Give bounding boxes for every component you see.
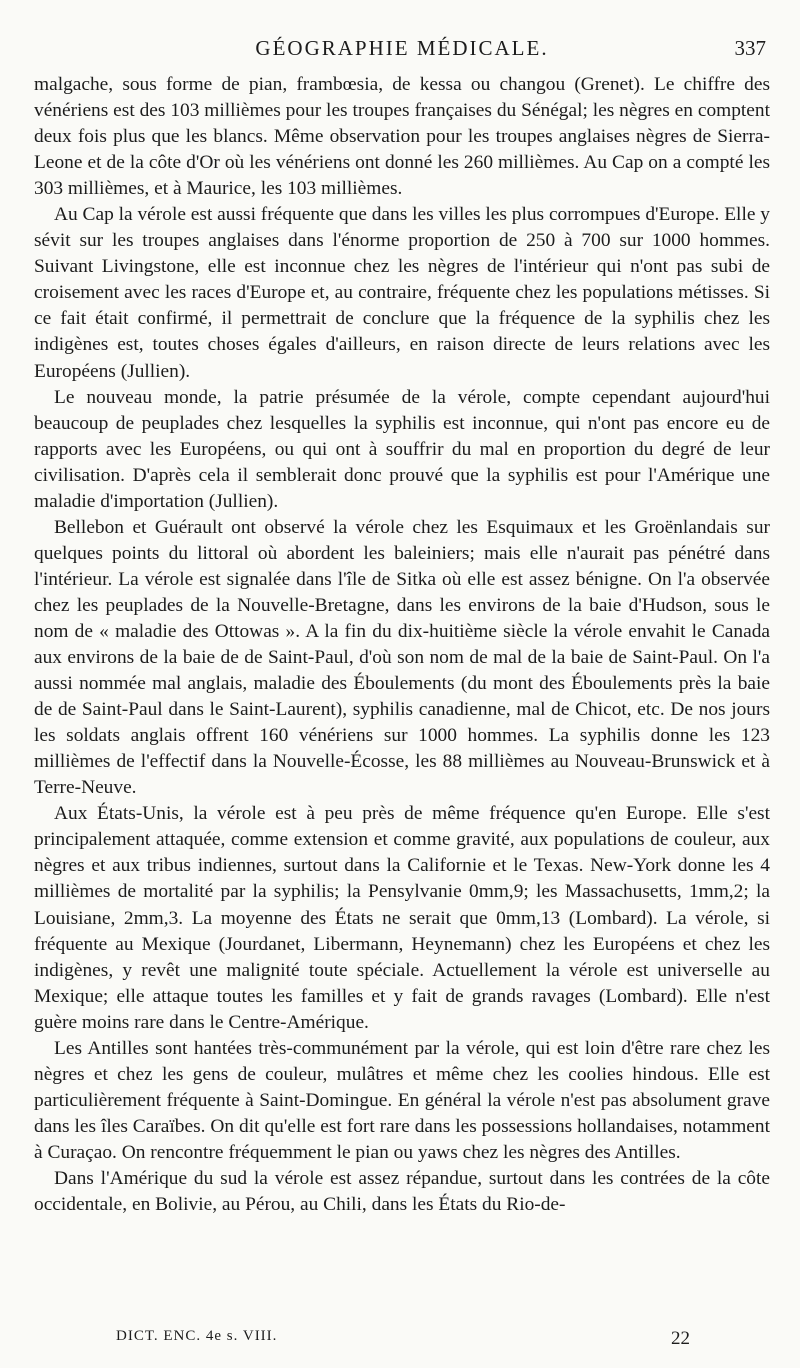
paragraph: Aux États-Unis, la vérole est à peu près de même fréquence qu'en Europe. Elle s'est principalement attaquée, comme extension et comme gravité, aux populations de couleur, aux nègres et aux tribus indiennes, surtout dans la Californie et le Texas. New-York donne les 4 millièmes de mortalité par la syphilis; la Pensylvanie 0mm,9; les Massachusetts, 1mm,2; la Louisiane, 2mm,3. La moyenne des États ne serait que 0mm,13 (Lombard). La vérole, si fréquente au Mexique (Jourdanet, Libermann, Heynemann) chez les Européens et chez les indigènes, y revêt une malignité toute spéciale. Actuellement la vérole est universelle au Mexique; elle attaque toutes les familles et y fait de grands ravages (Lombard). Elle n'est guère moins rare dans le Centre-Amérique. (34, 803, 770, 1033)
paragraph: Au Cap la vérole est aussi fréquente que dans les villes les plus corrompues d'Europe. Elle y sévit sur les troupes anglaises dans l'énorme proportion de 250 à 700 sur 1000 hommes. Suivant Livingstone, elle est inconnue chez les nègres de l'intérieur qui n'ont pas subi de croisement avec les races d'Europe et, au contraire, fréquente chez les populations métisses. Si ce fait était confirmé, il permettrait de conclure que la fréquence de la syphilis chez les indigènes est, toutes choses égales d'ailleurs, en raison directe de leurs relations avec les Européens (Jullien). (34, 204, 770, 382)
page-header (34, 36, 770, 66)
body-text (34, 72, 770, 1218)
paragraph: Les Antilles sont hantées très-communément par la vérole, qui est loin d'être rare chez les nègres et chez les gens de couleur, mulâtres et même chez les coolies hindous. Elle est particulièrement fréquente à Saint-Domingue. En général la vérole n'est pas absolument grave dans les îles Caraïbes. On dit qu'elle est fort rare dans les possessions hollandaises, notamment à Curaçao. On rencontre fréquemment le pian ou yaws chez les nègres des Antilles. (34, 1037, 770, 1163)
paragraph: Dans l'Amérique du sud la vérole est assez répandue, surtout dans les contrées de la côte occidentale, en Bolivie, au Pérou, au Chili, dans les États du Rio-de- (34, 1167, 770, 1216)
paragraph: Le nouveau monde, la patrie présumée de la vérole, compte cependant aujourd'hui beaucoup de peuplades chez lesquelles la syphilis est inconnue, qui n'ont pas encore eu de rapports avec les Européens, ou qui ont à souffrir du mal en proportion du degré de leur civilisation. D'après cela il semblerait donc prouvé que la syphilis est pour l'Amérique une maladie d'importation (Jullien). (34, 386, 770, 512)
printer-signature: DICT. ENC. 4e s. VIII. (116, 1328, 278, 1344)
page-number: 337 (734, 36, 766, 60)
running-title: GÉOGRAPHIE MÉDICALE. (255, 36, 549, 60)
paragraph: malgache, sous forme de pian, frambœsia, de kessa ou changou (Grenet). Le chiffre des vénériens est des 103 millièmes pour les troupes françaises du Sénégal; les nègres en comptent deux fois plus que les blancs. Même observation pour les troupes anglaises nègres de Sierra-Leone et de la côte d'Or où les vénériens ont donné les 260 millièmes. Au Cap on a compté les 303 millièmes, et à Maurice, les 103 millièmes. (34, 74, 770, 200)
paragraph: Bellebon et Guérault ont observé la vérole chez les Esquimaux et les Groënlandais sur quelques points du littoral où abordent les baleiniers; mais elle n'aurait pas pénétré dans l'intérieur. La vérole est signalée dans l'île de Sitka où elle est assez bénigne. On l'a observée chez les peuplades de la Nouvelle-Bretagne, dans les environs de la baie d'Hudson, sous le nom de « maladie des Ottowas ». A la fin du dix-huitième siècle la vérole envahit le Canada aux environs de la baie de de Saint-Paul, d'où son nom de mal de la baie de Saint-Paul. On l'a aussi nommée mal anglais, maladie des Éboulements (du mont des Éboulements près la baie de de Saint-Paul dans le Saint-Laurent), syphilis canadienne, mal de Chicot, etc. De nos jours les soldats anglais offrent 160 vénériens sur 1000 hommes. La syphilis donne les 123 millièmes de l'effectif dans la Nouvelle-Écosse, les 88 millièmes au Nouveau-Brunswick et à Terre-Neuve. (34, 516, 770, 799)
page-footer (116, 1328, 690, 1350)
sheet-number: 22 (671, 1328, 690, 1349)
